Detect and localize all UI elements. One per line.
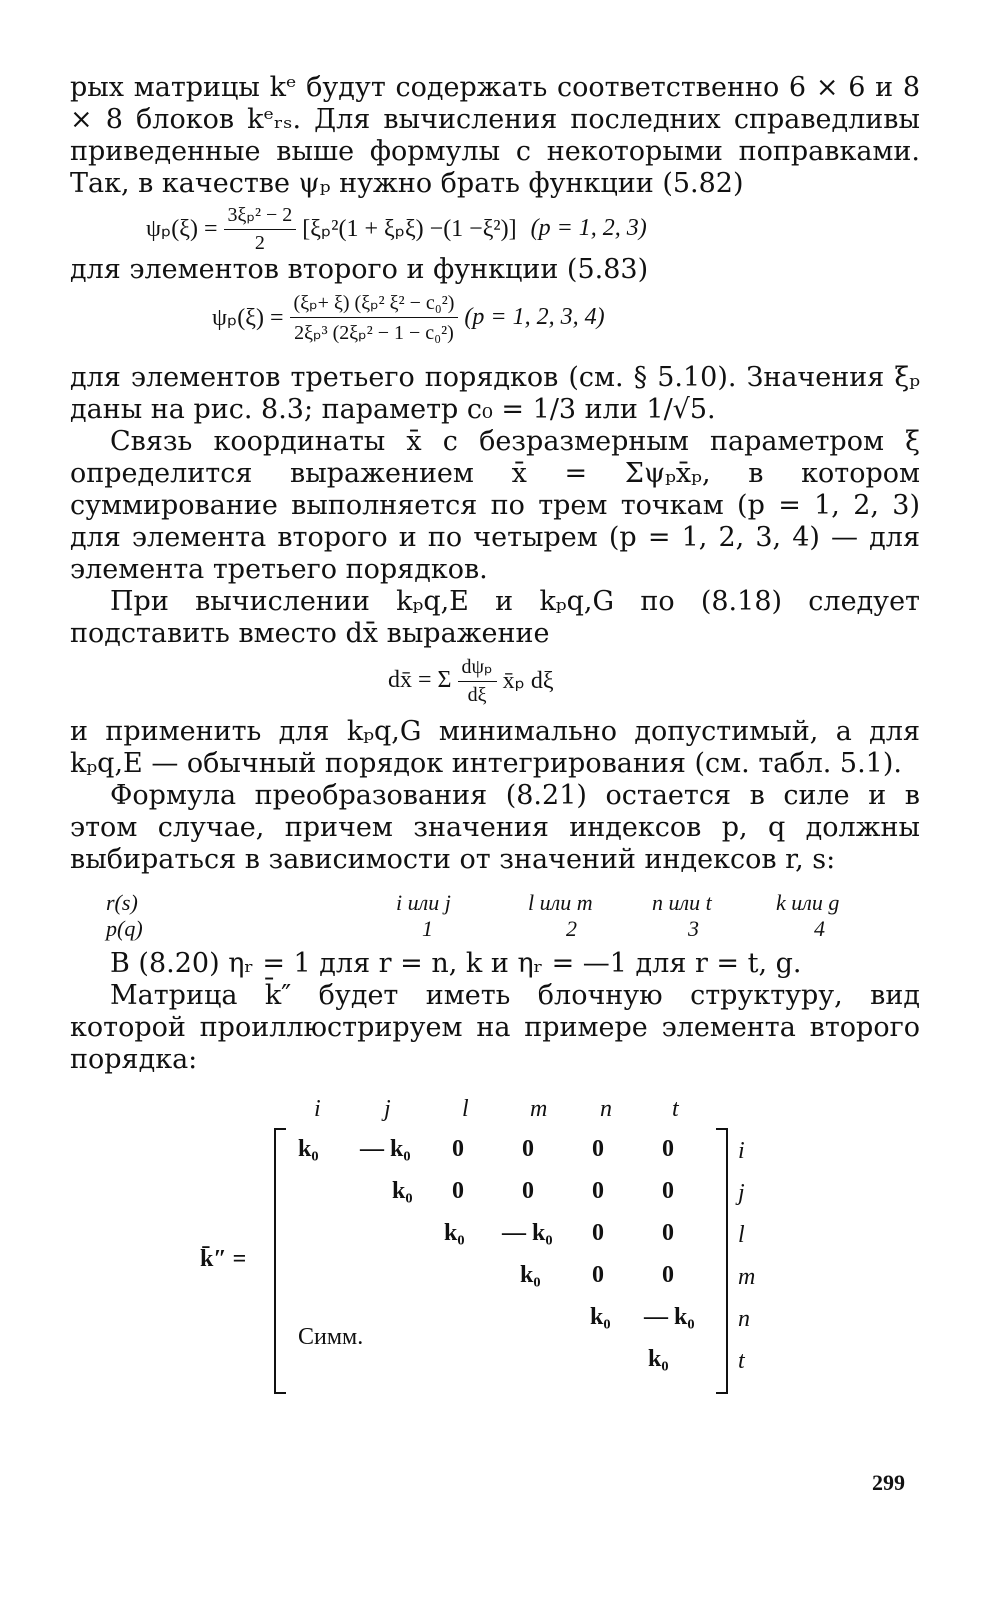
paragraph: для элементов третьего порядков (см. § 5.10). Значения ξₚ даны на рис. 8.3; параметр c₀ = 1/3 или 1/√5. bbox=[70, 362, 920, 425]
eq-condition: (p = 1, 2, 3, 4) bbox=[464, 304, 605, 330]
paragraph: При вычислении kₚq,E и kₚq,G по (8.18) следует подставить вместо dx̄ выражение bbox=[70, 586, 920, 649]
paragraph: для элементов второго и функции (5.83) bbox=[70, 254, 649, 285]
paragraph: рых матрицы kᵉ будут содержать соответственно 6 × 6 и 8 × 8 блоков kᵉᵣₛ. Для вычисления последних справедливы приведенные выше формулы с некоторыми поправками. Так, в качестве ψₚ нужно брать функции (5.82) bbox=[70, 72, 920, 199]
page-number: 299 bbox=[872, 1470, 905, 1495]
eq-lhs: ψₚ(ξ) = bbox=[146, 216, 218, 242]
matrix-cell: 0 bbox=[592, 1262, 604, 1288]
table-cell: r(s) bbox=[106, 890, 138, 915]
matrix-cell: k₀ bbox=[590, 1304, 611, 1330]
matrix-cell: k₀ bbox=[392, 1178, 413, 1204]
matrix-right-bracket bbox=[716, 1128, 728, 1394]
matrix-col-header: n bbox=[600, 1096, 612, 1122]
equation-psi-second-order bbox=[70, 200, 920, 254]
matrix-col-header: m bbox=[530, 1096, 548, 1122]
matrix-row-label: n bbox=[738, 1306, 750, 1332]
eq-denominator: 2 bbox=[254, 232, 265, 254]
table-cell: i или j bbox=[396, 890, 451, 915]
paragraph: Матрица k̄″ будет иметь блочную структуру, вид которой проиллюстрируем на примере элемента второго порядка: bbox=[70, 980, 920, 1075]
matrix-cell: — k₀ bbox=[360, 1136, 411, 1162]
equation-psi-third-order bbox=[70, 286, 920, 362]
eq-fraction bbox=[290, 290, 459, 345]
matrix-cell: 0 bbox=[662, 1262, 674, 1288]
matrix-cell: 0 bbox=[452, 1136, 464, 1162]
eq-lhs: ψₚ(ξ) = bbox=[212, 305, 284, 331]
matrix-cell: 0 bbox=[522, 1178, 534, 1204]
block-matrix bbox=[70, 1076, 920, 1406]
paragraph: и применить для kₚq,G минимально допустимый, а для kₚq,E — обычный порядок интегрирования (см. табл. 5.1). bbox=[70, 716, 920, 779]
table-cell: k или g bbox=[776, 890, 840, 915]
eq-numerator: 3ξₚ² − 2 bbox=[224, 202, 297, 230]
matrix-cell: 0 bbox=[522, 1136, 534, 1162]
matrix-cell: k₀ bbox=[444, 1220, 465, 1246]
eq-rhs: [ξₚ²(1 + ξₚξ) −(1 −ξ²)] bbox=[302, 216, 517, 242]
table-cell: 3 bbox=[688, 916, 699, 941]
matrix-col-header: j bbox=[384, 1096, 391, 1122]
matrix-cell: 0 bbox=[662, 1220, 674, 1246]
eq-fraction bbox=[224, 202, 297, 255]
table-cell: p(q) bbox=[106, 916, 143, 941]
matrix-lhs: k̄″ = bbox=[200, 1246, 247, 1272]
matrix-col-header: t bbox=[672, 1096, 679, 1122]
matrix-cell: — k₀ bbox=[644, 1304, 695, 1330]
eq-denominator: dξ bbox=[467, 684, 487, 706]
eq-fraction bbox=[458, 654, 497, 707]
matrix-row-label: t bbox=[738, 1348, 745, 1374]
matrix-cell: 0 bbox=[592, 1220, 604, 1246]
matrix-cell: 0 bbox=[592, 1178, 604, 1204]
matrix-cell: k₀ bbox=[298, 1136, 319, 1162]
paragraph: Связь координаты x̄ с безразмерным параметром ξ определится выражением x̄ = Σψₚx̄ₚ, в котором суммирование выполняется по трем точкам (p = 1, 2, 3) для элемента второго и по четырем (p = 1, 2, 3, 4) — для элемента третьего порядков. bbox=[70, 426, 920, 585]
eq-denominator: 2ξₚ³ (2ξₚ² − 1 − c₀²) bbox=[294, 322, 454, 344]
table-cell: l или m bbox=[528, 890, 593, 915]
table-cell: 4 bbox=[814, 916, 825, 941]
eq-numerator: dψₚ bbox=[458, 654, 497, 682]
matrix-col-header: i bbox=[314, 1096, 321, 1122]
matrix-row-label: l bbox=[738, 1222, 745, 1248]
matrix-row-label: i bbox=[738, 1138, 745, 1164]
matrix-row-label: j bbox=[738, 1180, 745, 1206]
equation-dx bbox=[70, 650, 920, 716]
matrix-cell: 0 bbox=[662, 1178, 674, 1204]
matrix-row-label: m bbox=[738, 1264, 756, 1290]
matrix-cell: k₀ bbox=[648, 1346, 669, 1372]
matrix-cell: — k₀ bbox=[502, 1220, 553, 1246]
eq-rhs: x̄ₚ dξ bbox=[502, 668, 554, 694]
matrix-cell: 0 bbox=[452, 1178, 464, 1204]
eq-lhs: dx̄ = Σ bbox=[388, 667, 452, 693]
eq-numerator: (ξₚ+ ξ) (ξₚ² ξ² − c₀²) bbox=[290, 290, 459, 318]
paragraph: Формула преобразования (8.21) остается в силе и в этом случае, причем значения индексов p, q должны выбираться в зависимости от значений индексов r, s: bbox=[70, 780, 920, 875]
table-cell: n или t bbox=[652, 890, 712, 915]
eq-condition: (p = 1, 2, 3) bbox=[530, 215, 647, 241]
page-content bbox=[70, 72, 920, 1406]
paragraph: В (8.20) ηᵣ = 1 для r = n, k и ηᵣ = —1 для r = t, g. bbox=[110, 948, 802, 979]
matrix-symm-label: Симм. bbox=[298, 1324, 364, 1350]
matrix-col-header: l bbox=[462, 1096, 469, 1122]
matrix-cell: k₀ bbox=[520, 1262, 541, 1288]
index-correspondence-table bbox=[70, 876, 920, 948]
table-cell: 2 bbox=[566, 916, 577, 941]
matrix-cell: 0 bbox=[662, 1136, 674, 1162]
matrix-left-bracket bbox=[274, 1128, 286, 1394]
table-cell: 1 bbox=[422, 916, 433, 941]
matrix-cell: 0 bbox=[592, 1136, 604, 1162]
